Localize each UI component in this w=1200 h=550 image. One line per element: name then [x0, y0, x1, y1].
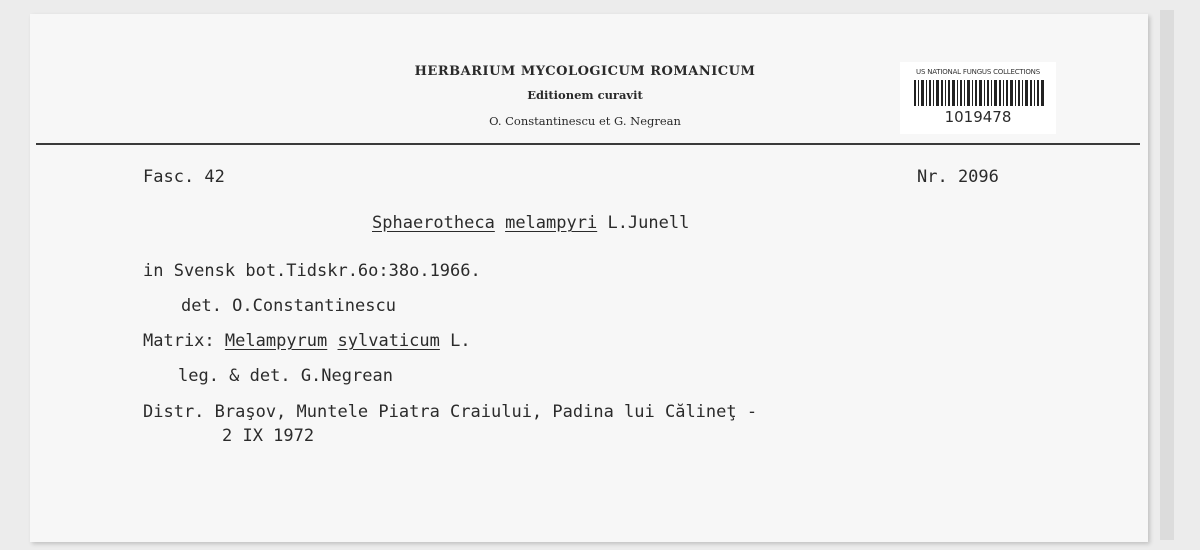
locality: Distr. Braşov, Muntele Piatra Craiului, Padina lui Călineţ - [143, 402, 758, 422]
fascicle-number: Fasc. 42 [143, 167, 225, 187]
matrix-label: Matrix: [143, 331, 215, 351]
herbarium-editors: O. Constantinescu et G. Negrean [489, 114, 681, 128]
barcode-label [900, 62, 1056, 134]
exsiccata-number: Nr. 2096 [917, 167, 999, 187]
barcode-number: 1019478 [944, 108, 1012, 126]
matrix-genus: Melampyrum [224, 331, 328, 351]
barcode-institution: US NATIONAL FUNGUS COLLECTIONS [916, 68, 1040, 76]
collector: leg. & det. G.Negrean [178, 366, 393, 386]
collection-date: 2 IX 1972 [222, 426, 315, 446]
species-genus: Sphaerotheca [372, 213, 495, 233]
matrix-author: L. [450, 331, 471, 351]
species-author: L.Junell [607, 213, 690, 233]
host-matrix [143, 331, 471, 351]
adjacent-sheet-edge [1160, 10, 1174, 540]
herbarium-title: HERBARIUM MYCOLOGICUM ROMANICUM [414, 64, 756, 79]
herbarium-subtitle: Editionem curavit [527, 88, 643, 102]
species-epithet: melampyri [505, 213, 598, 233]
species-name [372, 213, 689, 233]
header-divider [36, 143, 1140, 145]
matrix-epithet: sylvaticum [337, 331, 440, 351]
barcode-icon [914, 80, 1044, 106]
literature-reference: in Svensk bot.Tidskr.6o:38o.1966. [143, 261, 481, 281]
determiner: det. O.Constantinescu [181, 296, 396, 316]
